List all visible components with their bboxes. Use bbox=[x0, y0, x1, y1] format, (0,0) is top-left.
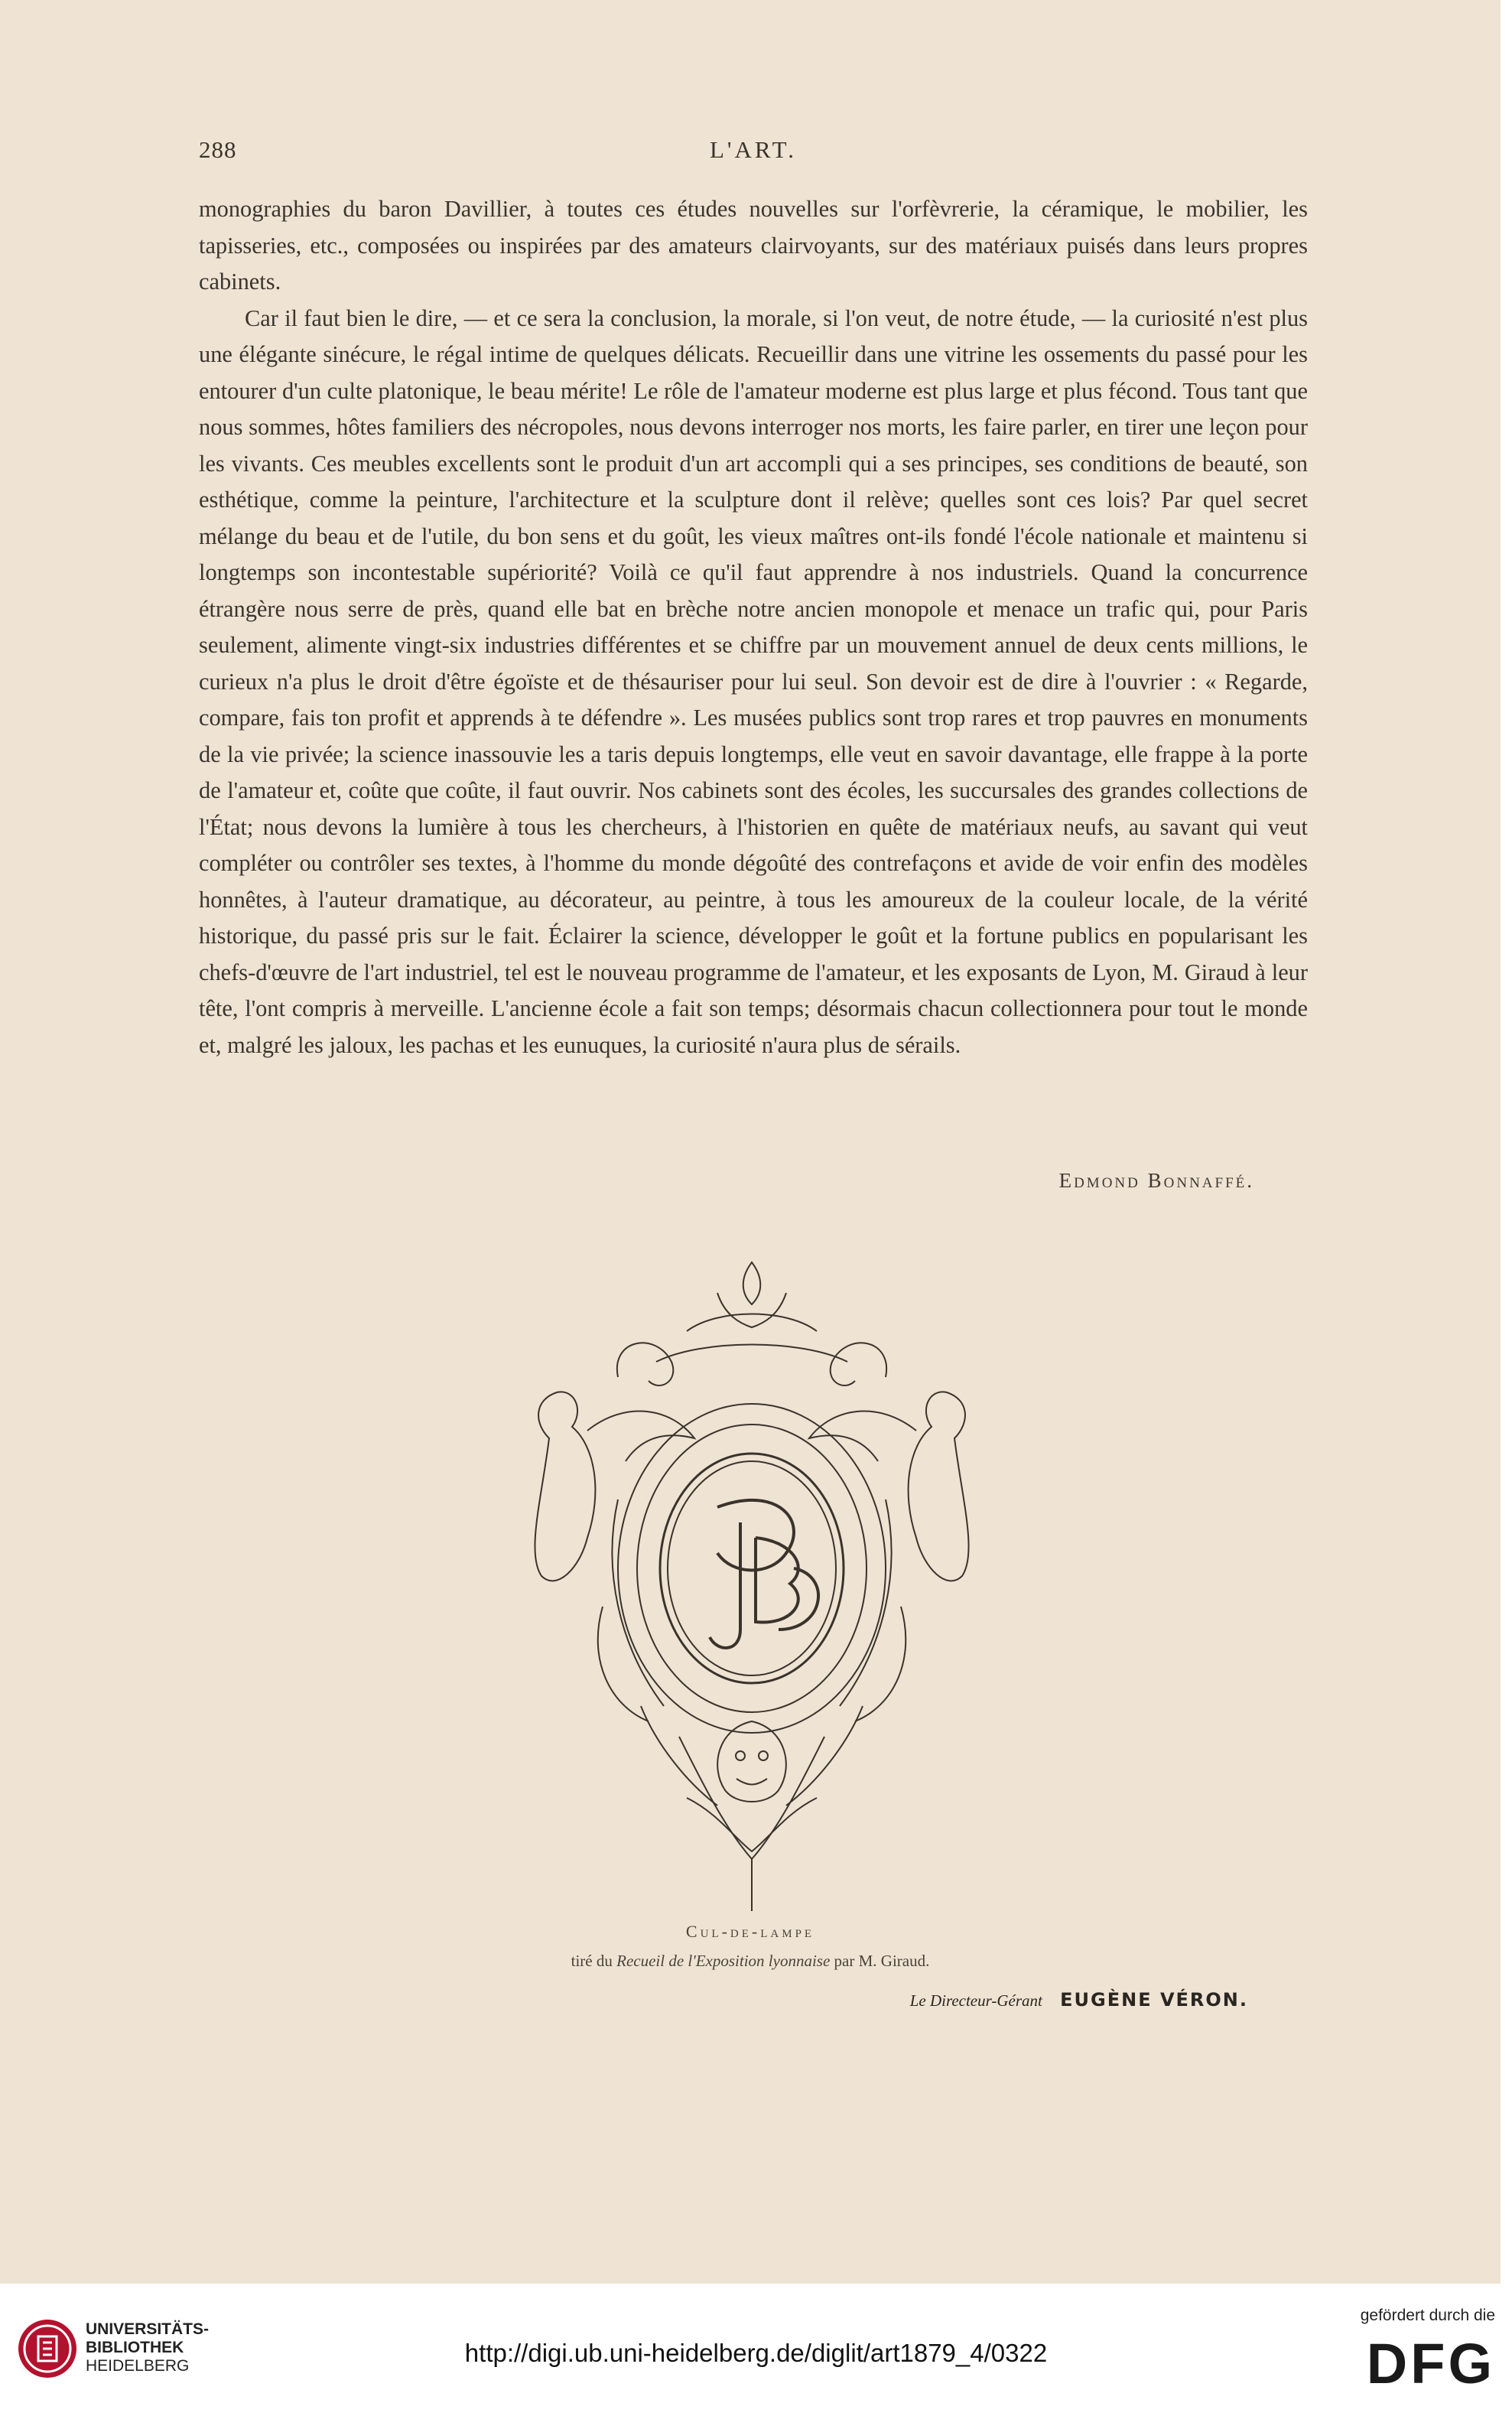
caption-source-title: Recueil de l'Exposition lyonnaise bbox=[616, 1952, 831, 1970]
page-header bbox=[199, 136, 1308, 182]
caption-suffix: par M. Giraud. bbox=[834, 1952, 930, 1970]
article-body bbox=[199, 191, 1308, 1063]
permalink-url[interactable]: http://digi.ub.uni-heidelberg.de/diglit/art1879_4/0322 bbox=[464, 2339, 1048, 2367]
illustration-caption-source bbox=[0, 1952, 1501, 1971]
institution-line-1: UNIVERSITÄTS- bbox=[86, 2320, 210, 2338]
page-number: 288 bbox=[199, 136, 237, 163]
paragraph-2: Car il faut bien le dire, — et ce sera la conclusion, la morale, si l'on veut, de notre étude, — la curiosité n'est plus une élégante sinécure, le régal intime de quelques délicats. Recueillir dans une vitrine les ossements du passé pour les entourer d'un culte platonique, le beau mérite! Le rôle de l'amateur moderne est plus large et plus fécond. Tous tant que nous sommes, hôtes familiers des nécropoles, nous devons interroger nos morts, les faire parler, en tirer une leçon pour les vivants. Ces meubles excellents sont le produit d'un art accompli qui a ses principes, ses conditions de beauté, son esthétique, comme la peinture, l'architecture et la sculpture dont il relève; quelles sont ces lois? Par quel secret mélange du beau et de l'utile, du bon sens et du goût, les vieux maîtres ont-ils fondé l'école nationale et maintenu si longtemps son incontestable supériorité? Voilà ce qu'il faut apprendre à nos industriels. Quand la concurrence étrangère nous serre de près, quand elle bat en brèche notre ancien monopole et menace un trafic qui, pour Paris seulement, alimente vingt-six industries différentes et se chiffre par un mouvement annuel de deux cents millions, le curieux n'a plus le droit d'être égoïste et de thésauriser pour lui seul. Son devoir est de dire à l'ouvrier : « Regarde, compare, fais ton profit et apprends à te défendre ». Les musées publics sont trop rares et trop pauvres en monuments de la vie privée; la science inassouvie les a taris depuis longtemps, elle veut en savoir davantage, elle frappe à la porte de l'amateur et, coûte que coûte, il faut ouvrir. Nos cabinets sont des écoles, les succursales des grandes collections de l'État; nous devons la lumière à tous les chercheurs, à l'historien en quête de matériaux neufs, au savant qui veut compléter ou contrôler ses textes, à l'homme du monde dégoûté des contrefaçons et avide de voir enfin des modèles honnêtes, à l'auteur dramatique, au décorateur, au peintre, à tous les amoureux de la couleur locale, de la vérité historique, du passé pris sur le fait. Éclairer la science, développer le goût et la fortune publics en popularisant les chefs-d'œuvre de l'art industriel, tel est le nouveau programme de l'amateur, et les exposants de Lyon, M. Giraud à leur tête, l'ont compris à merveille. L'ancienne école a fait son temps; désormais chacun collectionnera pour tout le monde et, malgré les jaloux, les pachas et les eunuques, la curiosité n'aura plus de sérails. bbox=[199, 304, 1308, 1058]
funded-by-label: gefördert durch die bbox=[1360, 2307, 1495, 2324]
imprint bbox=[910, 1989, 1248, 2011]
institution-line-3: HEIDELBERG bbox=[86, 2357, 190, 2375]
author-signature: Edmond Bonnaffé. bbox=[1058, 1169, 1254, 1192]
imprint-name: EUGÈNE VÉRON. bbox=[1060, 1989, 1248, 2011]
running-title: L'ART. bbox=[709, 136, 798, 163]
cul-de-lampe-ornament-icon bbox=[488, 1247, 1016, 1916]
dfg-logo: DFG bbox=[1366, 2332, 1495, 2395]
digitization-footer bbox=[0, 2284, 1512, 2416]
paragraph-1: monographies du baron Davillier, à toutes ces études nouvelles sur l'orfèvrerie, la céramique, le mobilier, les tapisseries, etc., composées ou inspirées par des amateurs clairvoyants, sur des matériaux puisés dans leurs propres cabinets. bbox=[199, 196, 1308, 295]
caption-prefix: tiré du bbox=[571, 1952, 613, 1970]
illustration-caption-title: Cul-de-lampe bbox=[685, 1922, 815, 1941]
imprint-role: Le Directeur-Gérant bbox=[909, 1991, 1042, 2010]
institution-line-2: BIBLIOTHEK bbox=[86, 2339, 184, 2356]
